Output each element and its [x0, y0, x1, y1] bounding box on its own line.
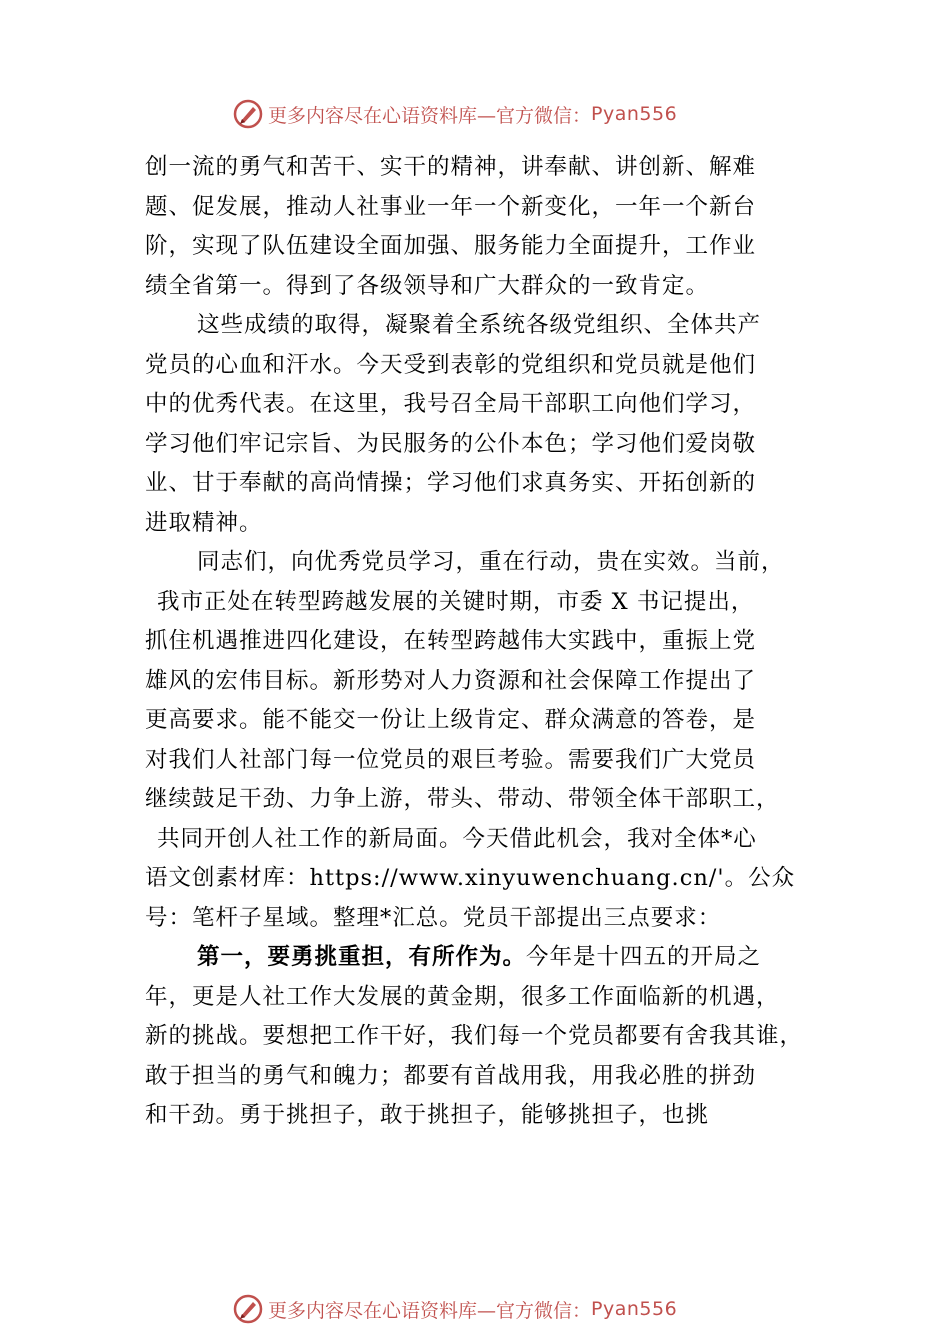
text-line: 绩全省第一。得到了各级领导和广大群众的一致肯定。 — [145, 272, 710, 299]
text-line: 学习他们牢记宗旨、为民服务的公仆本色；学习他们爱岗敬 — [145, 430, 757, 457]
text-line: 雄风的宏伟目标。新形势对人力资源和社会保障工作提出了 — [145, 667, 757, 694]
text-line: 号：笔杆子星域。整理*汇总。党员干部提出三点要求： — [145, 904, 722, 931]
banner-wechat-id: Pyan556 — [591, 1298, 678, 1320]
text-line: 党员的心血和汗水。今天受到表彰的党组织和党员就是他们 — [145, 351, 757, 378]
text-line: 这些成绩的取得，凝聚着全系统各级党组织、全体共产 — [197, 312, 762, 338]
text-line: 语文创素材库：https://www.xinyuwenchuang.cn/'。公众 — [145, 865, 796, 891]
document-body — [145, 148, 835, 1136]
text-line: 同志们，向优秀党员学习，重在行动，贵在实效。当前， — [197, 549, 785, 575]
text-line — [145, 938, 835, 978]
text-line: 抓住机遇推进四化建设，在转型跨越伟大实践中，重振上党 — [145, 628, 757, 654]
text-line: 业、甘于奉献的高尚情操；学习他们求真务实、开拓创新的 — [145, 470, 757, 496]
text-line: 年，更是人社工作大发展的黄金期，很多工作面临新的机遇， — [145, 983, 780, 1010]
pen-logo-icon — [232, 98, 264, 130]
lead-rest-text: 今年是十四五的开局之 — [526, 944, 762, 970]
text-line: 继续鼓足干劲、力争上游，带头、带动、带领全体干部职工， — [145, 786, 780, 812]
text-line: 新的挑战。要想把工作干好，我们每一个党员都要有舍我其谁， — [145, 1023, 804, 1049]
text-line: 题、促发展，推动人社事业一年一个新变化，一年一个新台 — [145, 193, 757, 220]
text-line: 进取精神。 — [145, 509, 263, 536]
text-line: 和干劲。勇于挑担子，敢于挑担子，能够挑担子，也挑 — [145, 1102, 710, 1128]
banner-text: 更多内容尽在心语资料库—官方微信： — [268, 104, 592, 127]
text-line: 共同开创人社工作的新局面。今天借此机会，我对全体*心 — [157, 825, 757, 852]
banner-text: 更多内容尽在心语资料库—官方微信： — [268, 1299, 592, 1322]
text-line: 中的优秀代表。在这里，我号召全局干部职工向他们学习， — [145, 391, 757, 417]
banner-wechat-id: Pyan556 — [591, 103, 678, 125]
text-line: 创一流的勇气和苦干、实干的精神，讲奉献、讲创新、解难 — [145, 154, 757, 180]
footer-banner — [232, 1292, 677, 1326]
text-line: 我市正处在转型跨越发展的关键时期，市委 X 书记提出， — [157, 588, 755, 615]
pen-logo-icon — [232, 1293, 264, 1325]
text-line: 敢于担当的勇气和魄力；都要有首战用我，用我必胜的拼劲 — [145, 1062, 757, 1089]
bold-lead-text: 第一，要勇挑重担，有所作为。 — [197, 944, 527, 970]
header-banner — [232, 97, 677, 131]
text-line: 更高要求。能不能交一份让上级肯定、群众满意的答卷，是 — [145, 707, 757, 733]
text-line: 对我们人社部门每一位党员的艰巨考验。需要我们广大党员 — [145, 746, 757, 773]
text-line: 阶，实现了队伍建设全面加强、服务能力全面提升，工作业 — [145, 233, 757, 259]
